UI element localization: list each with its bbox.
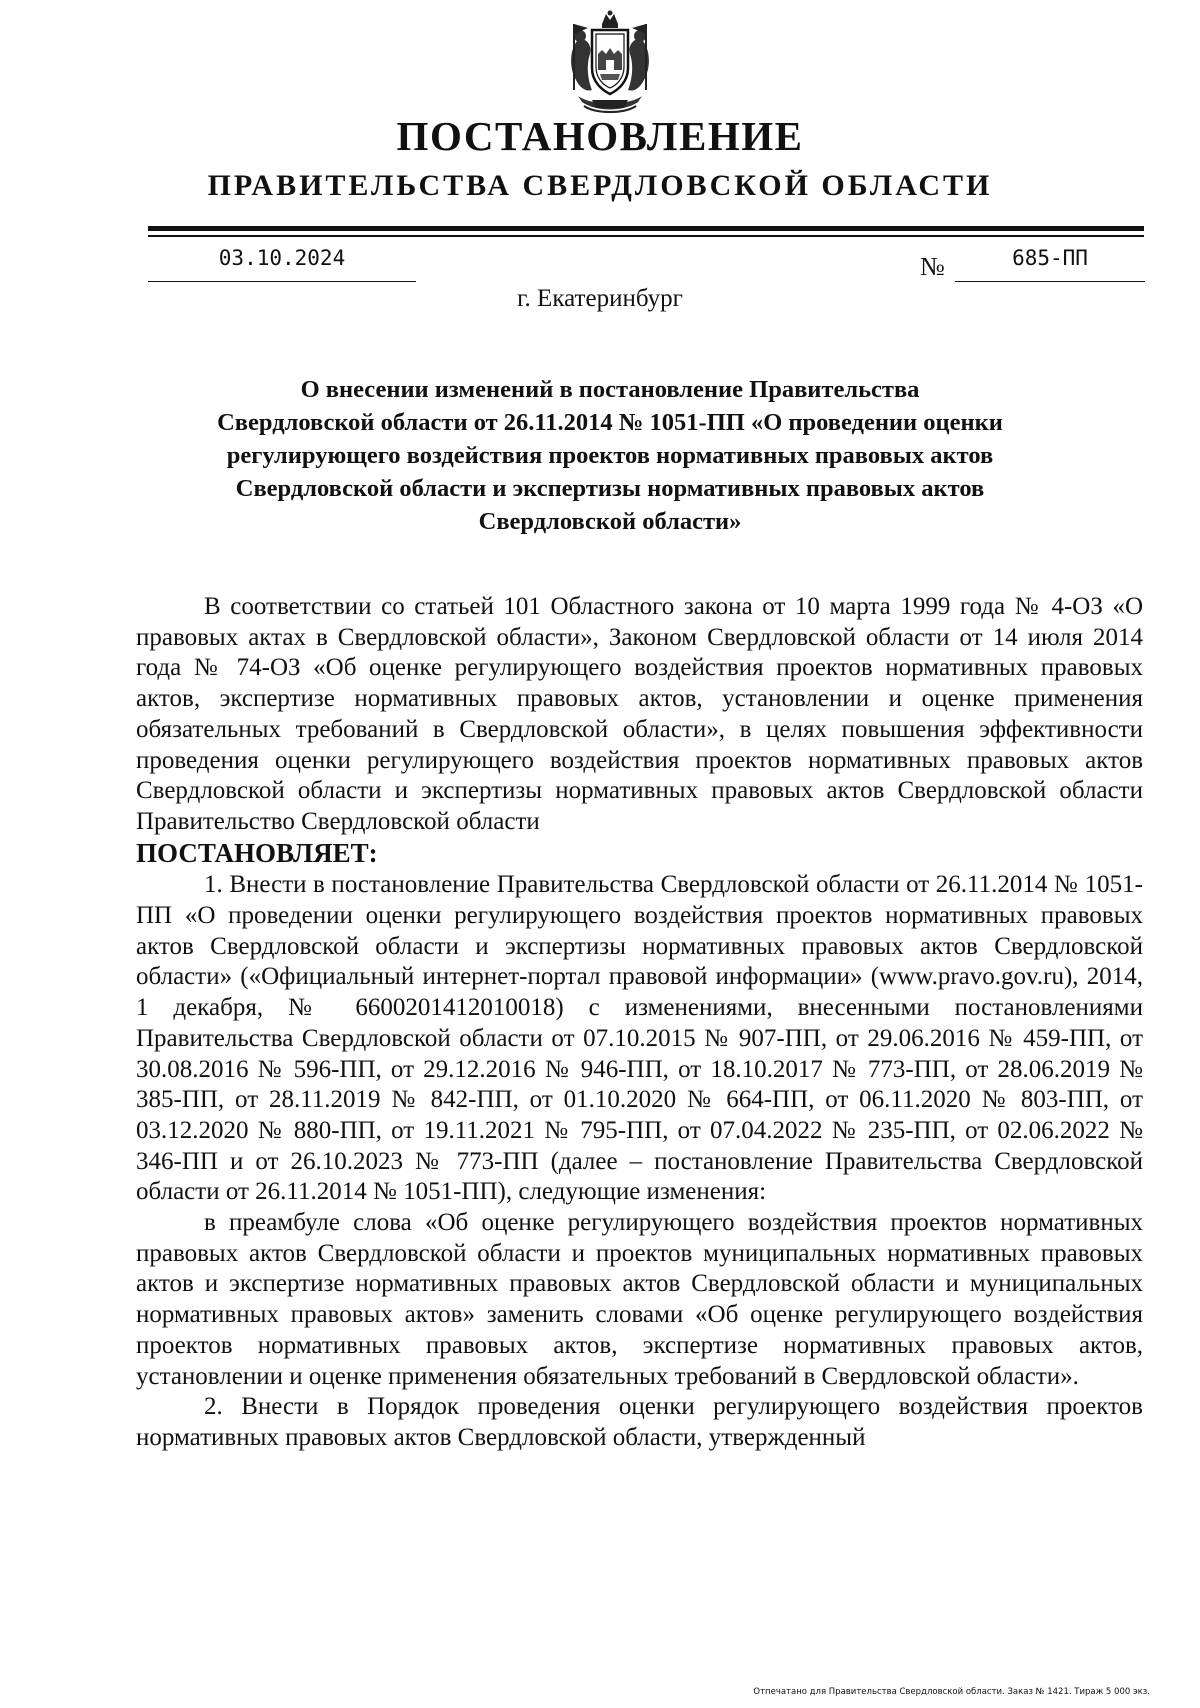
title-line: Свердловской области и экспертизы нормативных правовых актов: [235, 475, 985, 502]
decree-heading: [136, 838, 1143, 871]
coat-of-arms-icon: [562, 10, 658, 118]
item-1-subparagraph: в преамбуле слова «Об оценке регулирующего воздействия проектов нормативных правовых актов Свердловской области и проектов муниципальных нормативных правовых актов и экспертизе нормативных правовых актов Свердловской области и муниципальных нормативных правовых актов» заменить словами «Об оценке регулирующего воздействия проектов нормативных правовых актов, экспертизе нормативных правовых актов, установлении и оценке применения обязательных требований в Свердловской области».: [136, 1209, 1143, 1390]
document-body: [136, 592, 1143, 1454]
item-2-paragraph: 2. Внести в Порядок проведения оценки регулирующего воздействия проектов нормативных правовых актов Свердловской области, утвержденный: [136, 1393, 1143, 1451]
number-label: №: [920, 252, 945, 281]
document-title: [170, 373, 1050, 538]
preamble-paragraph: В соответствии со статьей 101 Областного закона от 10 марта 1999 года № 4-ОЗ «О правовых актах в Свердловской области», Законом Свердловской области от 14 июля 2014 года № 74-ОЗ «Об оценке регулирующего воздействия проектов нормативных правовых актов, экспертизе нормативных правовых актов, установлении и оценке применения обязательных требований в Свердловской области», в целях повышения эффективности проведения оценки регулирующего воздействия проектов нормативных правовых актов Свердловской области и экспертизы нормативных правовых актов Свердловской области Правительство Свердловской области: [136, 593, 1143, 835]
document-type: ПОСТАНОВЛЕНИЕ: [396, 113, 804, 159]
title-line: Свердловской области от 26.11.2014 № 1051-ПП «О проведении оценки: [217, 409, 1003, 436]
header-divider-thin: [148, 235, 1144, 237]
document-issuer: ПРАВИТЕЛЬСТВА СВЕРДЛОВСКОЙ ОБЛАСТИ: [207, 169, 993, 202]
title-line: регулирующего воздействия проектов нормативных правовых актов: [226, 442, 994, 469]
header-divider-thick: [148, 226, 1144, 231]
title-line: О внесении изменений в постановление Правительства: [300, 376, 920, 403]
title-line: Свердловской области»: [478, 508, 742, 535]
document-date: 03.10.2024: [218, 246, 346, 270]
document-number: 685-ПП: [1012, 246, 1088, 270]
document-city: г. Екатеринбург: [517, 285, 683, 312]
decree-word: ПОСТАНОВЛЯЕТ:: [136, 837, 378, 868]
print-note: Отпечатано для Правительства Свердловской области. Заказ № 1421. Тираж 5 000 экз.: [753, 1687, 1150, 1697]
item-1-paragraph: 1. Внести в постановление Правительства Свердловской области от 26.11.2014 № 1051-ПП «О проведении оценки регулирующего воздействия проектов нормативных правовых актов Свердловской области и экспертизы нормативных правовых актов Свердловской области» («Официальный интернет-портал правовой информации» (www.pravo.gov.ru), 2014, 1 декабря, № 6600201412010018) с изменениями, внесенными постановлениями Правительства Свердловской области от 07.10.2015 № 907-ПП, от 29.06.2016 № 459-ПП, от 30.08.2016 № 596-ПП, от 29.12.2016 № 946-ПП, от 18.10.2017 № 773-ПП, от 28.06.2019 № 385-ПП, от 28.11.2019 № 842-ПП, от 01.10.2020 № 664-ПП, от 06.11.2020 № 803-ПП, от 03.12.2020 № 880-ПП, от 19.11.2021 № 795-ПП, от 07.04.2022 № 235-ПП, от 02.06.2022 № 346-ПП и от 26.10.2023 № 773-ПП (далее – постановление Правительства Свердловской области от 26.11.2014 № 1051-ПП), следующие изменения:: [136, 871, 1143, 1206]
